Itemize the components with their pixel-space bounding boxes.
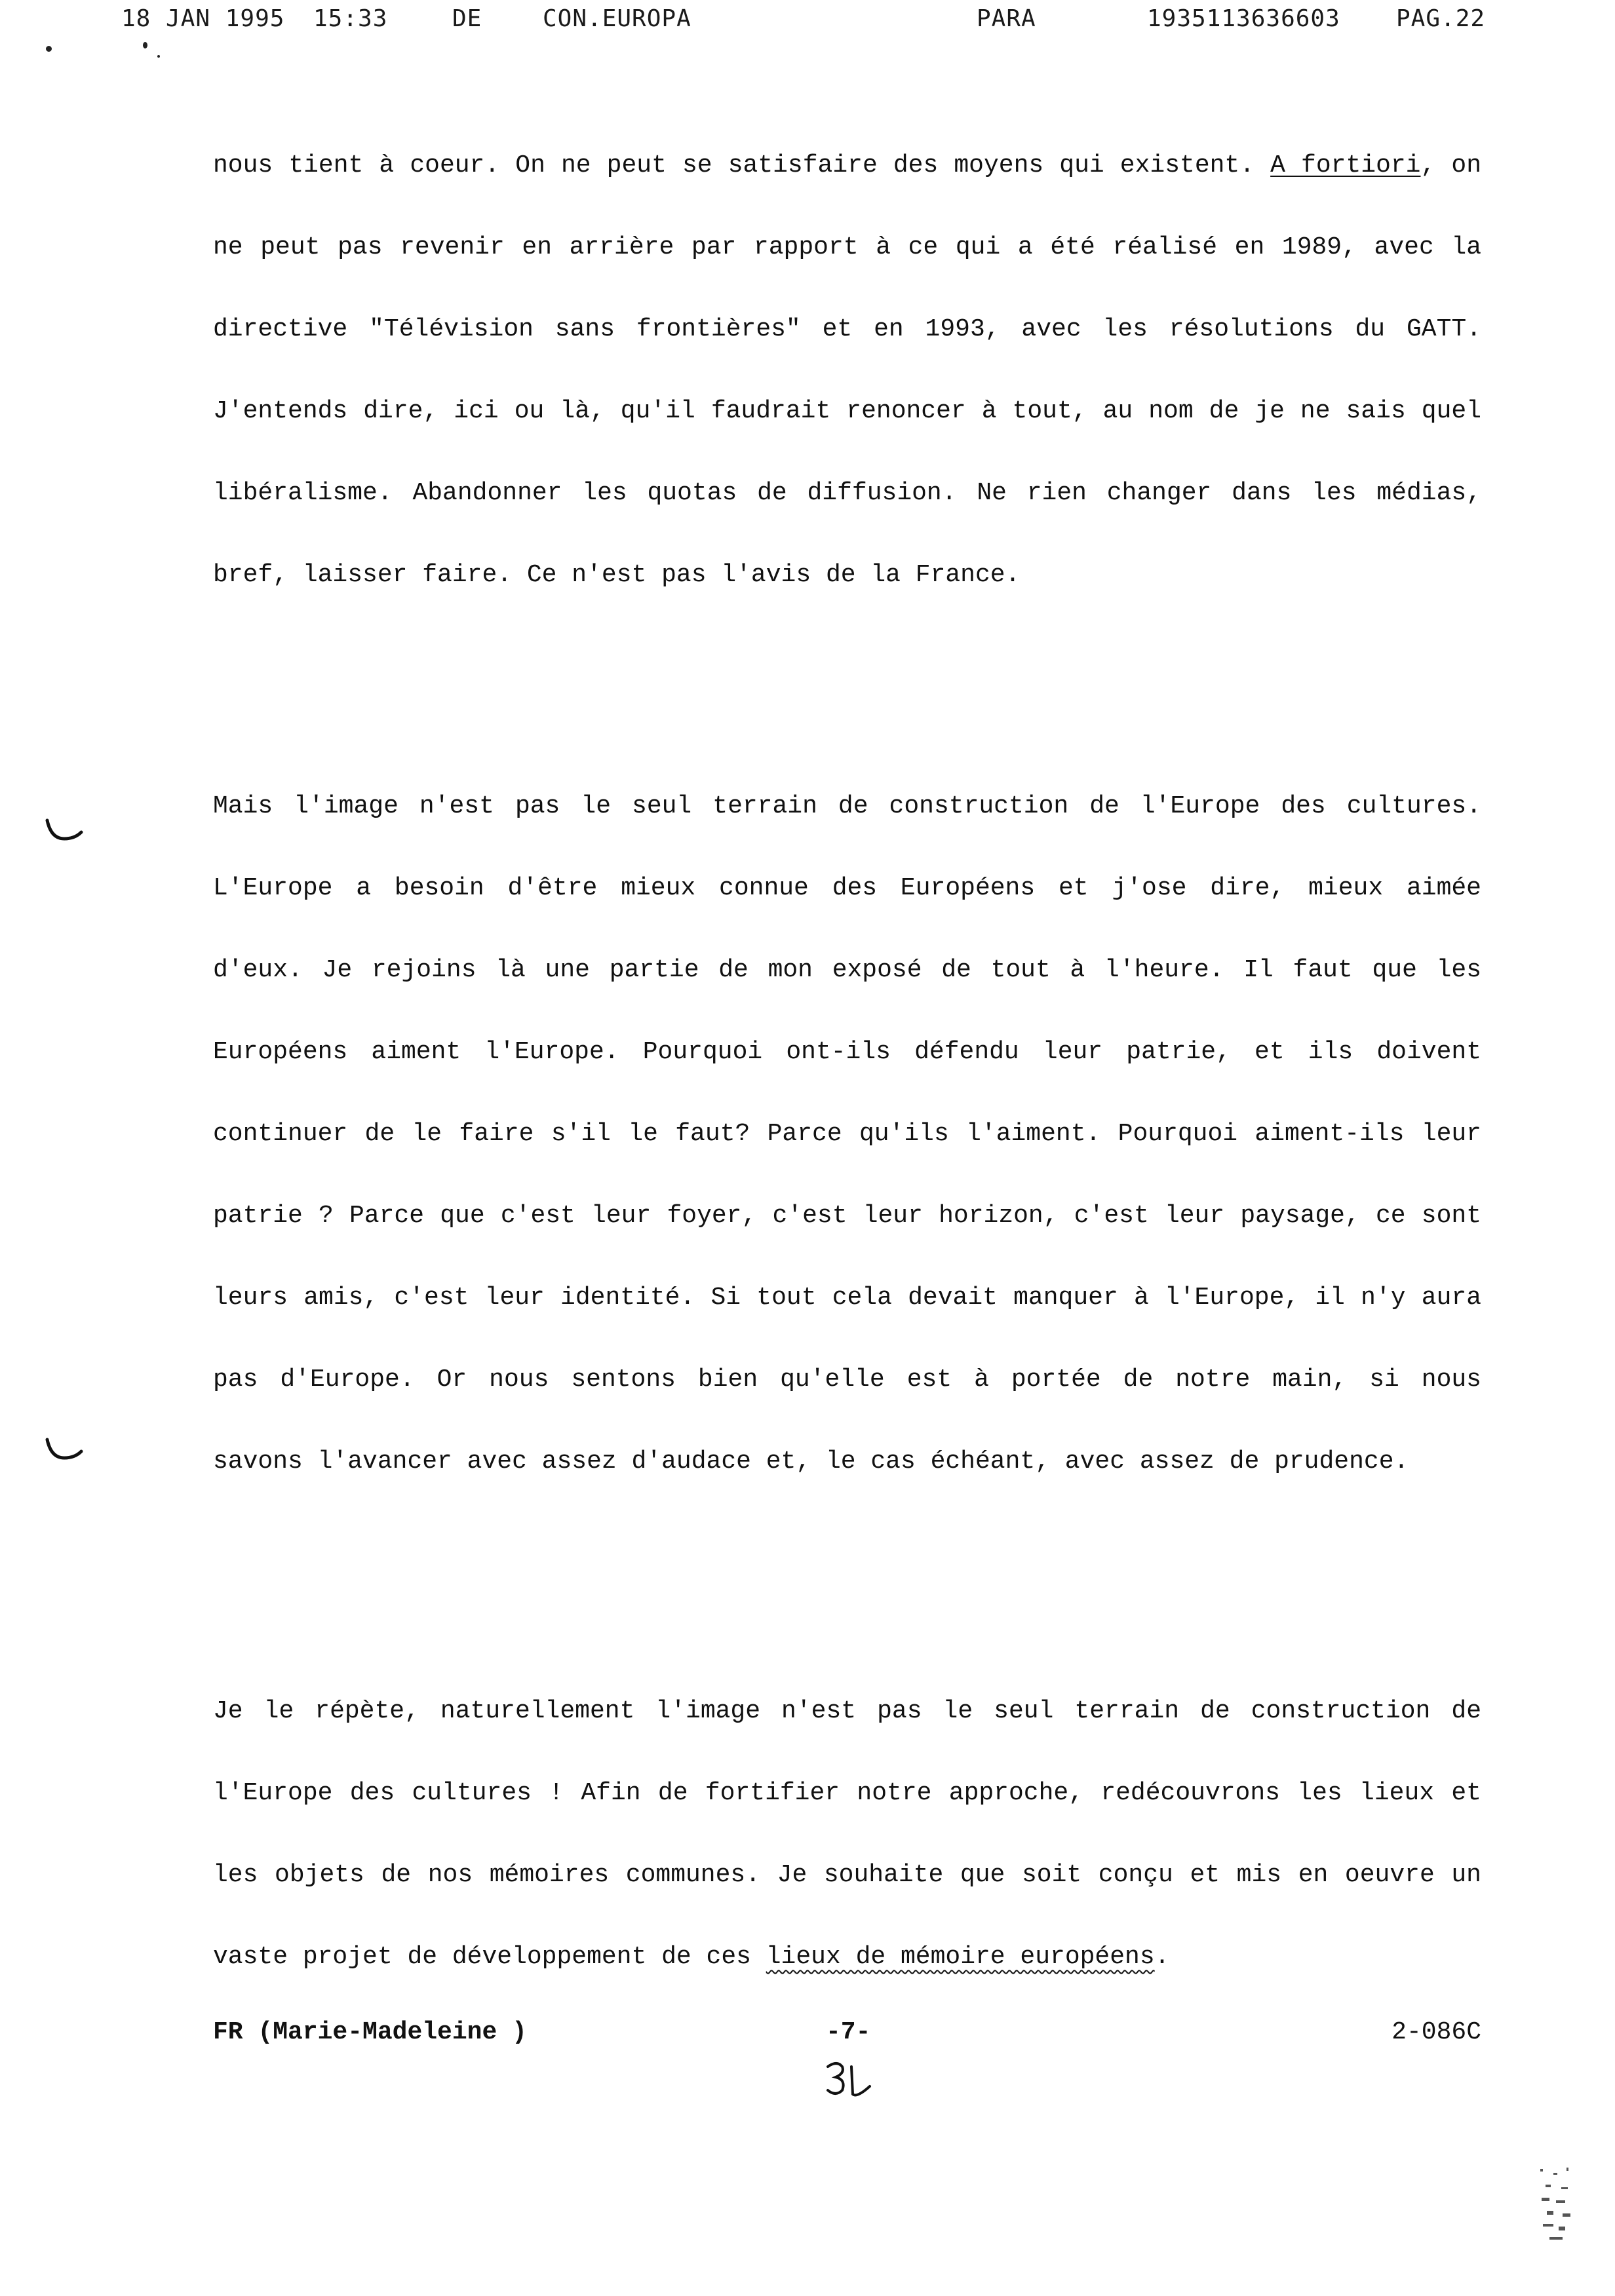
handwritten-page-number bbox=[823, 2057, 875, 2103]
footer-page-marker: -7- bbox=[826, 2018, 871, 2046]
paragraph-1-text-end: , on ne peut pas revenir en arrière par rapport à ce qui a été réalisé en 1989, avec la directive "Télévision sans frontières" et en 1993, avec les résolutions du GATT. J'entends dire, ici ou là, qu'il faudrait renoncer à tout, au nom de je ne sais quel libéralisme. Abandonner les quotas de diffusion. Ne rien changer dans les médias, bref, laisser faire. Ce n'est pas l'avis de la France. bbox=[213, 151, 1481, 589]
paragraph-3-text-end: . bbox=[1154, 1943, 1170, 1971]
fax-header bbox=[0, 5, 1615, 45]
footer-author: FR (Marie-Madeleine ) bbox=[213, 2018, 527, 2046]
fax-recipient-number: 1935113636603 bbox=[1147, 5, 1340, 32]
paragraph-1-text-start: nous tient à coeur. On ne peut se satisfaire des moyens qui existent. bbox=[213, 151, 1271, 180]
paragraph-3-text-start: Je le répète, naturellement l'image n'est pas le seul terrain de construction de l'Europe des cultures ! Afin de fortifier notre approche, redécouvrons les lieux et les objets de nos mémoires communes. Je souhaite que soit conçu et mis en oeuvre un vaste projet de développement de ces bbox=[213, 1697, 1481, 1971]
paragraph-1 bbox=[213, 124, 1481, 616]
margin-check-mark bbox=[45, 1432, 84, 1471]
fax-date: 18 JAN 1995 bbox=[121, 5, 285, 32]
fax-de-label: DE bbox=[452, 5, 482, 32]
scan-dot bbox=[46, 46, 52, 52]
fax-page: PAG.22 bbox=[1396, 5, 1486, 32]
fax-time: 15:33 bbox=[313, 5, 388, 32]
scanner-noise-mark bbox=[1534, 2162, 1580, 2248]
paragraph-2-text: Mais l'image n'est pas le seul terrain de construction de l'Europe des cultures. L'Europe a besoin d'être mieux connue des Européens et j'ose dire, mieux aimée d'eux. Je rejoins là une partie de mon exposé de tout à l'heure. Il faut que les Européens aiment l'Europe. Pourquoi ont-ils défendu leur patrie, et ils doivent continuer de le faire s'il le faut? Parce qu'ils l'aiment. Pourquoi aiment-ils leur patrie ? Parce que c'est leur foyer, c'est leur horizon, c'est leur paysage, ce sont leurs amis, c'est leur identité. Si tout cela devait manquer à l'Europe, il n'y aura pas d'Europe. Or nous sentons bien qu'elle est à portée de notre main, si nous savons l'avancer avec assez d'audace et, le cas échéant, avec assez de prudence. bbox=[213, 792, 1481, 1476]
paragraph-3 bbox=[213, 1670, 1481, 1998]
paragraph-2 bbox=[213, 765, 1481, 1502]
paragraph-3-underlined-phrase: lieux de mémoire européens bbox=[766, 1943, 1155, 1971]
scan-dot bbox=[143, 42, 147, 48]
document-footer bbox=[213, 2018, 1481, 2057]
margin-check-mark bbox=[45, 813, 84, 852]
paragraph-1-underlined-phrase: A fortiori bbox=[1270, 151, 1421, 180]
scan-dot bbox=[157, 55, 160, 58]
fax-para-label: PARA bbox=[977, 5, 1036, 32]
fax-sender: CON.EUROPA bbox=[543, 5, 691, 32]
footer-reference: 2-086C bbox=[1391, 2018, 1481, 2046]
